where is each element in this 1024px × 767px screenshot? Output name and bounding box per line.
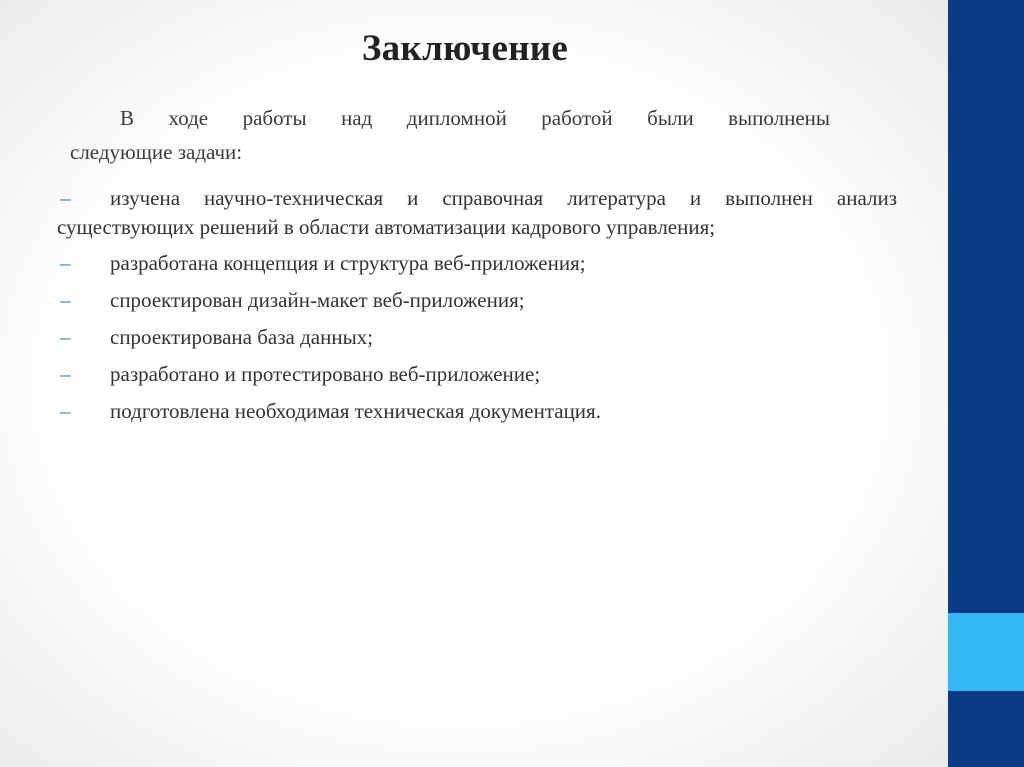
task-text: подготовлена необходимая техническая документация. (110, 399, 601, 423)
task-item (57, 286, 897, 315)
task-text: спроектирован дизайн-макет веб-приложения; (110, 288, 525, 312)
intro-paragraph (70, 101, 830, 169)
bullet-dash: – (60, 399, 71, 423)
task-text: изучена научно-техническая и справочная литература и выполнен анализ существующих решений в области автоматизации кадрового управления; (57, 186, 897, 239)
slide-title: Заключение (361, 28, 569, 69)
task-item (57, 249, 897, 278)
bullet-dash: – (60, 186, 71, 210)
bullet-dash: – (60, 362, 71, 386)
task-item (57, 323, 897, 352)
intro-line-2: следующие задачи: (70, 140, 243, 164)
side-band-accent (948, 613, 1024, 691)
task-item (57, 360, 897, 389)
bullet-dash: – (60, 251, 71, 275)
task-text: разработана концепция и структура веб-приложения; (110, 251, 586, 275)
task-text: разработано и протестировано веб-приложение; (110, 362, 541, 386)
intro-line-1: В ходе работы над дипломной работой были выполнены (120, 106, 830, 130)
task-text: спроектирована база данных; (110, 325, 374, 349)
side-band (948, 0, 1024, 767)
task-list (57, 184, 897, 434)
bullet-dash: – (60, 288, 71, 312)
task-item (57, 397, 897, 426)
bullet-dash: – (60, 325, 71, 349)
task-item (57, 184, 897, 242)
